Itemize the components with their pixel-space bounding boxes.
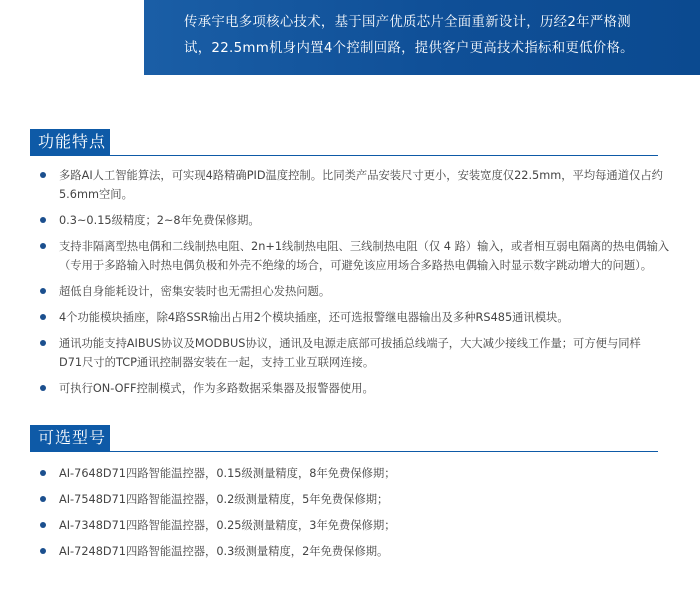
bullet-icon (40, 496, 46, 502)
features-item-text: 支持非隔离型热电偶和二线制热电阻、2n+1线制热电阻、三线制热电阻（仅 4 路）输入，或者相互弱电隔离的热电偶输入 (59, 240, 670, 253)
features-item (30, 237, 670, 275)
intro-banner (144, 0, 700, 75)
features-item (30, 308, 658, 327)
bullet-icon (40, 470, 46, 476)
features-item-text: 5.6mm空间。 (59, 188, 133, 201)
features-item-text: 通讯功能支持AIBUS协议及MODBUS协议，通讯及电源走底部可拔插总线端子，大大减少接线工作量；可方便与同样 (59, 337, 641, 350)
bullet-icon (40, 385, 46, 391)
bullet-icon (40, 243, 46, 249)
bullet-icon (40, 217, 46, 223)
models-item-text: AI-7648D71四路智能温控器，0.15级测量精度，8年免费保修期； (59, 467, 396, 480)
features-item (30, 282, 658, 301)
features-item (30, 211, 658, 230)
bullet-icon (40, 522, 46, 528)
features-item-text: 可执行ON-OFF控制模式，作为多路数据采集器及报警器使用。 (59, 382, 374, 395)
features-item-text: D71尺寸的TCP通讯控制器安装在一起，支持工业互联网连接。 (59, 356, 375, 369)
models-title: 可选型号 (30, 425, 110, 451)
models-item (30, 490, 658, 509)
features-list (30, 166, 670, 398)
features-item (30, 334, 658, 372)
banner-line-2: 试，22.5mm机身内置4个控制回路，提供客户更高技术指标和更低价格。 (184, 41, 634, 56)
features-item (30, 379, 658, 398)
models-list (30, 464, 658, 561)
features-header (30, 129, 658, 156)
features-section (30, 129, 670, 405)
features-title: 功能特点 (30, 129, 110, 155)
models-item (30, 516, 658, 535)
features-item-text: 4个功能模块插座，除4路SSR输出占用2个模块插座，还可选报警继电器输出及多种RS485通讯模块。 (59, 311, 569, 324)
models-item (30, 542, 658, 561)
bullet-icon (40, 340, 46, 346)
features-item-text: 超低自身能耗设计，密集安装时也无需担心发热问题。 (59, 285, 331, 298)
features-item-text: （专用于多路输入时热电偶负极和外壳不绝缘的场合，可避免该应用场合多路热电偶输入时显示数字跳动增大的问题）。 (59, 259, 653, 272)
bullet-icon (40, 314, 46, 320)
models-item-text: AI-7348D71四路智能温控器，0.25级测量精度，3年免费保修期； (59, 519, 396, 532)
models-item-text: AI-7548D71四路智能温控器，0.2级测量精度，5年免费保修期； (59, 493, 389, 506)
bullet-icon (40, 288, 46, 294)
features-item (30, 166, 663, 204)
banner-line-1: 传承宇电多项核心技术，基于国产优质芯片全面重新设计，历经2年严格测 (184, 15, 631, 30)
models-header (30, 425, 658, 452)
features-item-text: 0.3~0.15级精度；2~8年免费保修期。 (59, 214, 260, 227)
features-item-text: 多路AI人工智能算法，可实现4路精确PID温度控制。比同类产品安装尺寸更小，安装宽度仅22.5mm，平均每通道仅占约 (59, 169, 663, 182)
models-section (30, 425, 658, 568)
models-item-text: AI-7248D71四路智能温控器，0.3级测量精度，2年免费保修期。 (59, 545, 389, 558)
models-item (30, 464, 658, 483)
bullet-icon (40, 548, 46, 554)
bullet-icon (40, 172, 46, 178)
